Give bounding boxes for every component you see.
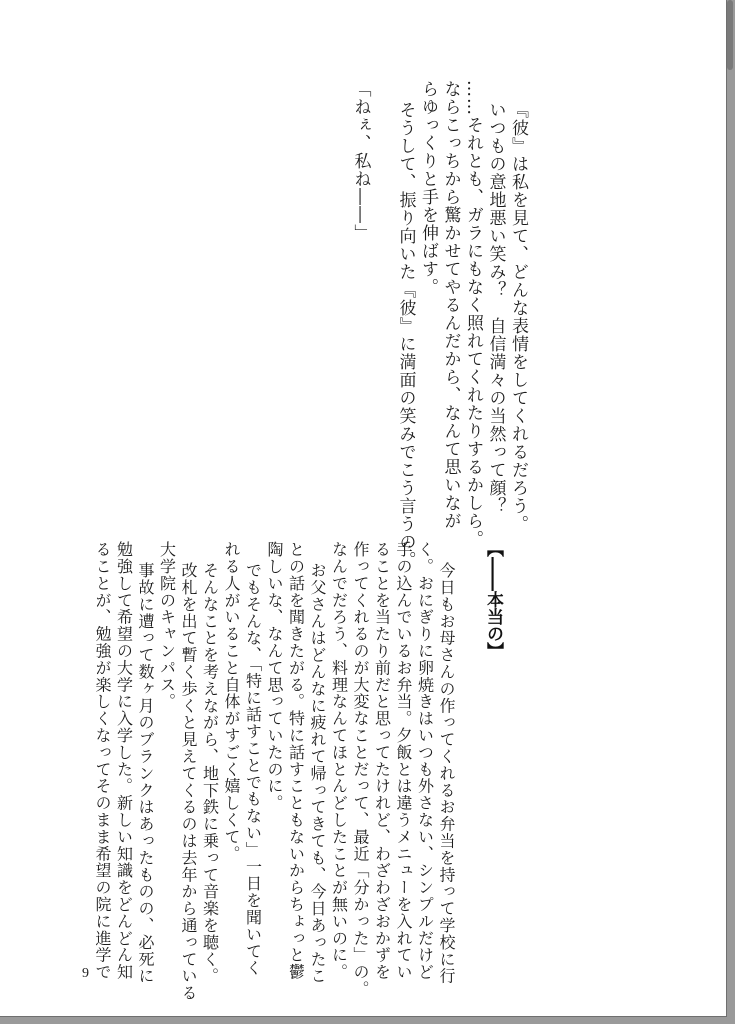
lower-line-4: ることを当たり前だと思ってたけれど、わざわざおかずを xyxy=(372,541,392,981)
upper-line-6: そうして、振り向いた『彼』に満面の笑みでこう言うの。 xyxy=(395,101,416,569)
lower-line-1: 今日もお母さんの作ってくれるお弁当を持って学校に行 xyxy=(437,562,456,985)
upper-line-8: 「ねぇ、私ね――」 xyxy=(350,80,371,242)
lower-line-9: 陶しいな、なんて思っていたのに。 xyxy=(265,541,284,812)
lower-line-12: そんなことを考えながら、地下鉄に乗って音楽を聴く。 xyxy=(200,562,220,985)
lower-line-6: なんでだろう、料理なんてほとんどしたことが無いのに。 xyxy=(329,541,349,981)
upper-line-4: ならこっちから驚かせてやるんだから、なんて思いなが xyxy=(440,80,461,530)
lower-line-13: 改札を出て暫く歩くと見えてくるのは去年から通っている xyxy=(179,562,198,1002)
lower-line-8: との話を聞きたがる。特に話すこともないからちょっと鬱 xyxy=(286,541,306,981)
lower-line-7: お父さんはどんなに疲れて帰ってきても、今日あったこ xyxy=(308,562,327,985)
lower-line-11: れる人がいること自体がすごく嬉しくて。 xyxy=(222,541,241,863)
lower-line-17: ることが、勉強が楽しくなってそのまま希望の院に進学で xyxy=(93,541,112,981)
lower-line-15: 事故に遭って数ヶ月のブランクはあったものの、必死に xyxy=(136,562,155,985)
upper-line-5: らゆっくりと手を伸ばす。 xyxy=(418,80,438,296)
lower-line-2: く。おにぎりに卵焼きはいつも外さない、シンプルだけど xyxy=(415,541,435,981)
lower-line-3: 手の込んでいるお弁当。夕飯とは違うメニューを入れてい xyxy=(394,541,413,981)
upper-line-3: ……それとも、ガラにもなく照れてくれたりするかしら。 xyxy=(463,80,483,548)
lower-line-16: 勉強して希望の大学に入学した。新しい知識をどんどん知 xyxy=(114,541,134,981)
lower-line-14: 大学院のキャンパス。 xyxy=(157,541,177,710)
upper-line-2: いつもの意地悪い笑み？ 自信満々の当然って顔？ xyxy=(485,101,506,515)
section-heading: 【――本当の】 xyxy=(483,540,503,659)
upper-line-1: 『彼』は私を見て、どんな表情をしてくれるだろう。 xyxy=(508,101,528,533)
page-number: 9 xyxy=(82,966,89,981)
scrollbar-thumb[interactable] xyxy=(727,0,733,70)
lower-line-10: でもそんな、「特に話すことでもない」一日を聞いてく xyxy=(243,562,263,977)
lower-line-5: 作ってくれるのが大変なことだって、最近「分かった」の。 xyxy=(351,541,370,998)
